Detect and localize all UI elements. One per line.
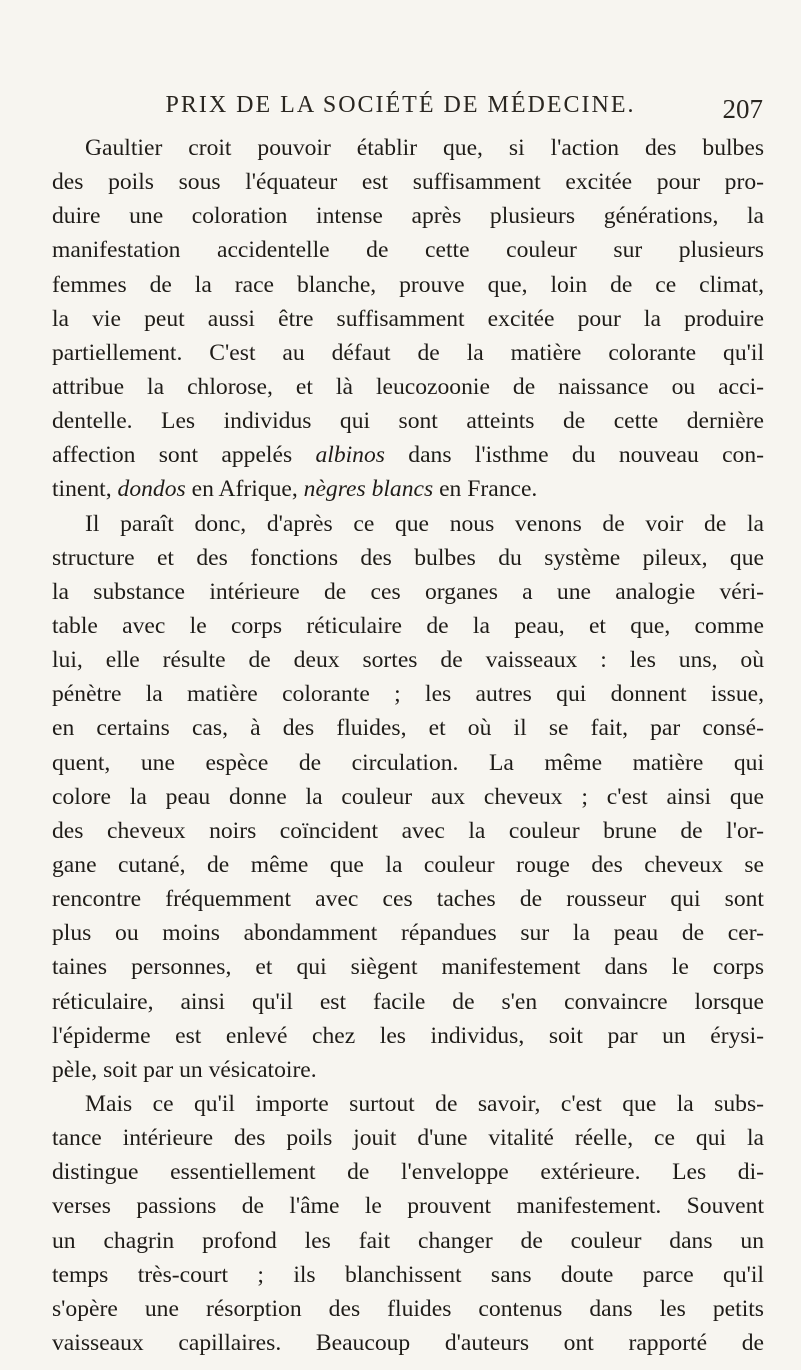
- text-segment: manifestation accidentelle de cette couleur sur plusieurs: [52, 237, 764, 264]
- text-segment: colore la peau donne la couleur aux cheveux ; c'est ainsi que: [52, 783, 764, 810]
- text-segment: temps très-court ; ils blanchissent sans doute parce qu'il: [52, 1261, 764, 1288]
- text-segment: vaisseaux capillaires. Beaucoup d'auteurs ont rapporté de: [52, 1329, 764, 1356]
- text-segment: dentelle. Les individus qui sont atteints de cette dernière: [52, 408, 764, 435]
- text-segment: distingue essentiellement de l'enveloppe extérieure. Les di-: [52, 1159, 764, 1186]
- text-segment: lui, elle résulte de deux sortes de vaisseaux : les uns, où: [52, 647, 764, 674]
- text-line: [52, 1292, 764, 1326]
- text-line: [52, 609, 764, 643]
- text-segment: verses passions de l'âme le prouvent manifestement. Souvent: [52, 1193, 764, 1220]
- text-segment: taines personnes, et qui siègent manifestement dans le corps: [52, 954, 764, 981]
- text-segment: attribue la chlorose, et là leucozoonie de naissance ou acci-: [52, 373, 764, 400]
- text-segment: tance intérieure des poils jouit d'une vitalité réelle, ce qui la: [52, 1125, 764, 1152]
- text-segment: la substance intérieure de ces organes a une analogie véri-: [52, 578, 764, 605]
- text-segment: affection sont appelés: [52, 442, 316, 469]
- page-header: [0, 92, 801, 128]
- text-line: [52, 643, 764, 677]
- running-head: PRIX DE LA SOCIÉTÉ DE MÉDECINE.: [165, 92, 636, 118]
- text-line: [52, 370, 764, 404]
- text-line: [52, 950, 764, 984]
- text-line: [52, 575, 764, 609]
- text-segment: plus ou moins abondamment répandues sur la peau de cer-: [52, 920, 764, 947]
- text-line: [52, 985, 764, 1019]
- text-line: [52, 472, 764, 506]
- text-line: [52, 1053, 764, 1087]
- text-line: [52, 404, 764, 438]
- text-segment: structure et des fonctions des bulbes du système pileux, que: [52, 544, 764, 571]
- text-line: [52, 882, 764, 916]
- text-line: [52, 1121, 764, 1155]
- text-segment: quent, une espèce de circulation. La même matière qui: [52, 749, 764, 776]
- text-line: [52, 1224, 764, 1258]
- text-segment: rencontre fréquemment avec ces taches de rousseur qui sont: [52, 886, 764, 913]
- text-segment: pèle, soit par un vésicatoire.: [52, 1056, 317, 1083]
- text-line: [52, 199, 764, 233]
- text-segment: des cheveux noirs coïncident avec la couleur brune de l'or-: [52, 817, 764, 844]
- italic-term: dondos: [117, 476, 186, 503]
- text-segment: Gaultier croit pouvoir établir que, si l'action des bulbes: [85, 135, 764, 161]
- italic-term: albinos: [315, 442, 385, 469]
- text-line: [52, 131, 764, 165]
- text-segment: un chagrin profond les fait changer de couleur dans un: [52, 1227, 764, 1254]
- text-line: [52, 336, 764, 370]
- text-segment: en Afrique,: [185, 476, 304, 503]
- text-segment: Il paraît donc, d'après ce que nous venons de voir de la: [85, 510, 764, 537]
- text-line: [52, 780, 764, 814]
- text-line: [52, 541, 764, 575]
- text-line: [52, 677, 764, 711]
- text-line: [52, 814, 764, 848]
- text-segment: partiellement. C'est au défaut de la matière colorante qu'il: [52, 339, 764, 366]
- text-segment: l'épiderme est enlevé chez les individus, soit par un érysi-: [52, 1022, 764, 1049]
- text-line: [52, 268, 764, 302]
- body-text: [52, 131, 764, 1360]
- text-line: [52, 746, 764, 780]
- text-line: [52, 233, 764, 267]
- text-line: [52, 1258, 764, 1292]
- text-segment: tinent,: [52, 476, 118, 503]
- text-segment: réticulaire, ainsi qu'il est facile de s'en convaincre lorsque: [52, 988, 764, 1015]
- text-line: [52, 507, 764, 541]
- text-line: [52, 165, 764, 199]
- text-segment: des poils sous l'équateur est suffisamment excitée pour pro-: [52, 169, 764, 196]
- text-line: [52, 1087, 764, 1121]
- text-segment: femmes de la race blanche, prouve que, loin de ce climat,: [52, 271, 764, 298]
- text-segment: gane cutané, de même que la couleur rouge des cheveux se: [52, 851, 764, 878]
- text-line: [52, 848, 764, 882]
- text-line: [52, 916, 764, 950]
- italic-term: nègres blancs: [303, 476, 434, 503]
- text-line: [52, 711, 764, 745]
- text-line: [52, 1155, 764, 1189]
- text-segment: la vie peut aussi être suffisamment excitée pour la produire: [52, 305, 764, 332]
- text-segment: duire une coloration intense après plusieurs générations, la: [52, 203, 764, 230]
- text-line: [52, 1189, 764, 1223]
- text-segment: Mais ce qu'il importe surtout de savoir, c'est que la subs-: [85, 1090, 764, 1117]
- text-segment: dans l'isthme du nouveau con-: [384, 442, 764, 469]
- text-segment: s'opère une résorption des fluides contenus dans les petits: [52, 1295, 764, 1322]
- page-number: 207: [722, 94, 763, 124]
- text-segment: en certains cas, à des fluides, et où il se fait, par consé-: [52, 715, 764, 742]
- text-segment: table avec le corps réticulaire de la peau, et que, comme: [52, 612, 764, 639]
- text-segment: pénètre la matière colorante ; les autres qui donnent issue,: [52, 681, 764, 708]
- text-line: [52, 302, 764, 336]
- text-line: [52, 438, 764, 472]
- text-segment: en France.: [433, 476, 538, 503]
- text-line: [52, 1326, 764, 1360]
- text-line: [52, 1019, 764, 1053]
